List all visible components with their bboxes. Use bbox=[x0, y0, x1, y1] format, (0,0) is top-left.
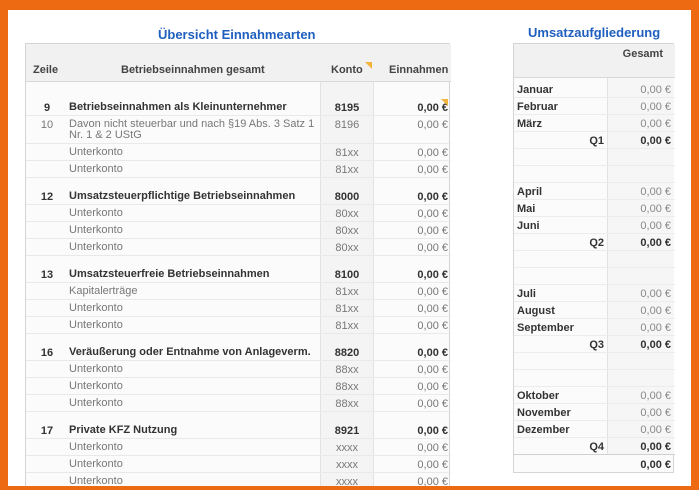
value-cell[interactable]: 0,00 € bbox=[640, 135, 671, 147]
quarter-label: Q3 bbox=[589, 339, 604, 351]
header-description[interactable]: Betriebseinnahmen gesamt bbox=[121, 64, 265, 76]
amount-cell[interactable]: 0,00 € bbox=[417, 119, 448, 131]
description-cell[interactable]: Unterkonto bbox=[69, 146, 123, 158]
description-cell[interactable]: Unterkonto bbox=[69, 241, 123, 253]
table-row[interactable] bbox=[26, 99, 451, 116]
value-cell[interactable]: 0,00 € bbox=[640, 390, 671, 402]
amount-cell[interactable]: 0,00 € bbox=[417, 442, 448, 454]
header-einnahmen[interactable]: Einnahmen bbox=[389, 64, 449, 76]
blank-row[interactable] bbox=[514, 251, 675, 268]
description-cell[interactable]: Davon nicht steuerbar und nach §19 Abs. 3 Satz 1 Nr. 1 & 2 UStG bbox=[69, 118, 315, 141]
konto-cell[interactable]: xxxx bbox=[336, 476, 358, 486]
month-row[interactable] bbox=[514, 200, 675, 217]
konto-cell[interactable]: 80xx bbox=[335, 242, 359, 254]
blank-row[interactable] bbox=[514, 370, 675, 387]
amount-cell[interactable]: 0,00 € bbox=[417, 398, 448, 410]
description-cell[interactable]: Veräußerung oder Entnahme von Anlageverm. bbox=[69, 346, 311, 358]
month-row[interactable] bbox=[514, 98, 675, 115]
comment-marker-icon[interactable] bbox=[365, 62, 372, 69]
value-cell[interactable]: 0,00 € bbox=[640, 339, 671, 351]
description-cell[interactable]: Betriebseinnahmen als Kleinunternehmer bbox=[69, 101, 287, 113]
konto-cell[interactable]: 8000 bbox=[334, 191, 360, 203]
amount-cell[interactable]: 0,00 € bbox=[417, 303, 448, 315]
revenue-breakdown-table bbox=[513, 43, 674, 473]
table-row[interactable] bbox=[26, 222, 451, 239]
amount-cell[interactable]: 0,00 € bbox=[417, 269, 448, 281]
amount-cell[interactable]: 0,00 € bbox=[417, 320, 448, 332]
konto-cell[interactable]: 8820 bbox=[334, 347, 360, 359]
blank-row[interactable] bbox=[514, 268, 675, 285]
konto-cell[interactable]: xxxx bbox=[336, 459, 358, 471]
description-cell[interactable]: Unterkonto bbox=[69, 363, 123, 375]
value-cell[interactable]: 0,00 € bbox=[640, 203, 671, 215]
description-cell[interactable]: Unterkonto bbox=[69, 441, 123, 453]
month-row[interactable] bbox=[514, 404, 675, 421]
konto-cell[interactable]: 8195 bbox=[334, 102, 360, 114]
value-cell[interactable]: 0,00 € bbox=[640, 118, 671, 130]
zeile-cell[interactable]: 9 bbox=[43, 102, 51, 114]
amount-cell[interactable]: 0,00 € bbox=[417, 347, 448, 359]
grand-total-row[interactable] bbox=[514, 454, 675, 473]
table-header bbox=[26, 44, 451, 82]
amount-cell[interactable]: 0,00 € bbox=[417, 364, 448, 376]
month-row[interactable] bbox=[514, 183, 675, 200]
zeile-cell[interactable]: 10 bbox=[40, 119, 54, 131]
spreadsheet-sheet bbox=[8, 10, 691, 486]
amount-cell[interactable]: 0,00 € bbox=[417, 208, 448, 220]
konto-cell[interactable]: 88xx bbox=[335, 398, 359, 410]
amount-cell[interactable]: 0,00 € bbox=[417, 242, 448, 254]
description-cell[interactable]: Unterkonto bbox=[69, 302, 123, 314]
quarter-label: Q4 bbox=[589, 441, 604, 453]
month-row[interactable] bbox=[514, 115, 675, 132]
quarter-row[interactable] bbox=[514, 336, 675, 353]
table-row[interactable] bbox=[26, 205, 451, 222]
value-cell[interactable]: 0,00 € bbox=[640, 101, 671, 113]
month-label: Mai bbox=[517, 203, 536, 215]
month-row[interactable] bbox=[514, 81, 675, 98]
konto-cell[interactable]: xxxx bbox=[336, 442, 358, 454]
right-table-title: Umsatzaufgliederung bbox=[528, 25, 661, 40]
month-label: September bbox=[517, 322, 574, 334]
month-label: März bbox=[517, 118, 543, 130]
table-row[interactable] bbox=[26, 283, 451, 300]
blank-row[interactable] bbox=[514, 353, 675, 370]
table-row[interactable] bbox=[26, 300, 451, 317]
month-row[interactable] bbox=[514, 319, 675, 336]
konto-cell[interactable]: 81xx bbox=[335, 303, 359, 315]
konto-cell[interactable]: 8196 bbox=[334, 119, 360, 131]
amount-cell[interactable]: 0,00 € bbox=[417, 286, 448, 298]
table-row[interactable] bbox=[26, 378, 451, 395]
description-cell[interactable]: Unterkonto bbox=[69, 458, 123, 470]
description-cell[interactable]: Umsatzsteuerfreie Betriebseinnahmen bbox=[69, 268, 270, 280]
table-row[interactable] bbox=[26, 422, 451, 439]
month-label: Oktober bbox=[517, 390, 560, 402]
konto-cell[interactable]: 88xx bbox=[335, 381, 359, 393]
month-row[interactable] bbox=[514, 285, 675, 302]
konto-cell[interactable]: 81xx bbox=[335, 320, 359, 332]
konto-cell[interactable]: 81xx bbox=[335, 164, 359, 176]
month-label: April bbox=[517, 186, 543, 198]
zeile-cell[interactable]: 12 bbox=[40, 191, 54, 203]
blank-row[interactable] bbox=[514, 166, 675, 183]
konto-cell[interactable]: 8921 bbox=[334, 425, 360, 437]
zeile-cell[interactable]: 17 bbox=[40, 425, 54, 437]
description-cell[interactable]: Kapitalerträge bbox=[69, 285, 138, 297]
value-cell[interactable]: 0,00 € bbox=[640, 322, 671, 334]
month-row[interactable] bbox=[514, 302, 675, 319]
month-label: Juni bbox=[517, 220, 540, 232]
description-cell[interactable]: Unterkonto bbox=[69, 224, 123, 236]
description-cell[interactable]: Unterkonto bbox=[69, 163, 123, 175]
comment-marker-icon[interactable] bbox=[441, 99, 448, 106]
header-zeile[interactable]: Zeile bbox=[33, 64, 59, 76]
amount-cell[interactable]: 0,00 € bbox=[417, 459, 448, 471]
table-row[interactable] bbox=[26, 456, 451, 473]
spacer-row bbox=[26, 412, 451, 422]
month-label: Januar bbox=[517, 84, 554, 96]
table-row[interactable] bbox=[26, 344, 451, 361]
description-cell[interactable]: Unterkonto bbox=[69, 207, 123, 219]
table-row[interactable] bbox=[26, 144, 451, 161]
description-cell[interactable]: Private KFZ Nutzung bbox=[69, 424, 178, 436]
description-cell[interactable]: Unterkonto bbox=[69, 380, 123, 392]
zeile-cell[interactable]: 16 bbox=[40, 347, 54, 359]
right-table-header bbox=[514, 44, 675, 78]
amount-cell[interactable]: 0,00 € bbox=[417, 476, 448, 486]
right-rows bbox=[514, 81, 675, 455]
konto-cell[interactable]: 8100 bbox=[334, 269, 360, 281]
table-row[interactable] bbox=[26, 317, 451, 334]
table-row[interactable] bbox=[26, 239, 451, 256]
amount-cell[interactable]: 0,00 € bbox=[417, 381, 448, 393]
zeile-cell[interactable]: 13 bbox=[40, 269, 54, 281]
table-row[interactable] bbox=[26, 361, 451, 378]
month-label: Dezember bbox=[517, 424, 570, 436]
value-cell[interactable]: 0,00 € bbox=[640, 220, 671, 232]
konto-cell[interactable]: 80xx bbox=[335, 208, 359, 220]
left-rows bbox=[26, 99, 451, 486]
spacer-row bbox=[26, 334, 451, 344]
amount-cell[interactable]: 0,00 € bbox=[417, 425, 448, 437]
amount-cell[interactable]: 0,00 € bbox=[417, 102, 448, 114]
table-row[interactable] bbox=[26, 473, 451, 486]
value-cell[interactable]: 0,00 € bbox=[640, 186, 671, 198]
header-gesamt[interactable]: Gesamt bbox=[622, 48, 663, 60]
konto-cell[interactable]: 80xx bbox=[335, 225, 359, 237]
quarter-label: Q2 bbox=[589, 237, 604, 249]
konto-cell[interactable]: 81xx bbox=[335, 147, 359, 159]
value-cell[interactable]: 0,00 € bbox=[640, 407, 671, 419]
description-cell[interactable]: Umsatzsteuerpflichtige Betriebseinnahmen bbox=[69, 190, 296, 202]
table-row[interactable] bbox=[26, 439, 451, 456]
konto-cell[interactable]: 81xx bbox=[335, 286, 359, 298]
amount-cell[interactable]: 0,00 € bbox=[417, 147, 448, 159]
spacer-row bbox=[26, 256, 451, 266]
amount-cell[interactable]: 0,00 € bbox=[417, 164, 448, 176]
grand-total-value[interactable]: 0,00 € bbox=[640, 459, 671, 471]
month-label: November bbox=[517, 407, 571, 419]
value-cell[interactable]: 0,00 € bbox=[640, 441, 671, 453]
description-cell[interactable]: Unterkonto bbox=[69, 319, 123, 331]
value-cell[interactable]: 0,00 € bbox=[640, 424, 671, 436]
quarter-row[interactable] bbox=[514, 132, 675, 149]
quarter-row[interactable] bbox=[514, 438, 675, 455]
value-cell[interactable]: 0,00 € bbox=[640, 305, 671, 317]
month-row[interactable] bbox=[514, 421, 675, 438]
month-label: Februar bbox=[517, 101, 558, 113]
table-row[interactable] bbox=[26, 188, 451, 205]
month-row[interactable] bbox=[514, 387, 675, 404]
value-cell[interactable]: 0,00 € bbox=[640, 84, 671, 96]
income-types-table bbox=[25, 43, 450, 486]
quarter-label: Q1 bbox=[589, 135, 604, 147]
table-row[interactable] bbox=[26, 266, 451, 283]
description-cell[interactable]: Unterkonto bbox=[69, 397, 123, 409]
value-cell[interactable]: 0,00 € bbox=[640, 288, 671, 300]
quarter-row[interactable] bbox=[514, 234, 675, 251]
spacer-row bbox=[26, 178, 451, 188]
left-table-title: Übersicht Einnahmearten bbox=[158, 27, 316, 42]
value-cell[interactable]: 0,00 € bbox=[640, 237, 671, 249]
amount-cell[interactable]: 0,00 € bbox=[417, 225, 448, 237]
table-row[interactable] bbox=[26, 161, 451, 178]
blank-row[interactable] bbox=[514, 149, 675, 166]
table-row[interactable] bbox=[26, 395, 451, 412]
amount-cell[interactable]: 0,00 € bbox=[417, 191, 448, 203]
description-cell[interactable]: Unterkonto bbox=[69, 475, 123, 486]
month-label: August bbox=[517, 305, 555, 317]
konto-cell[interactable]: 88xx bbox=[335, 364, 359, 376]
table-row[interactable] bbox=[26, 116, 451, 144]
month-row[interactable] bbox=[514, 217, 675, 234]
month-label: Juli bbox=[517, 288, 536, 300]
header-konto[interactable]: Konto bbox=[331, 64, 363, 76]
